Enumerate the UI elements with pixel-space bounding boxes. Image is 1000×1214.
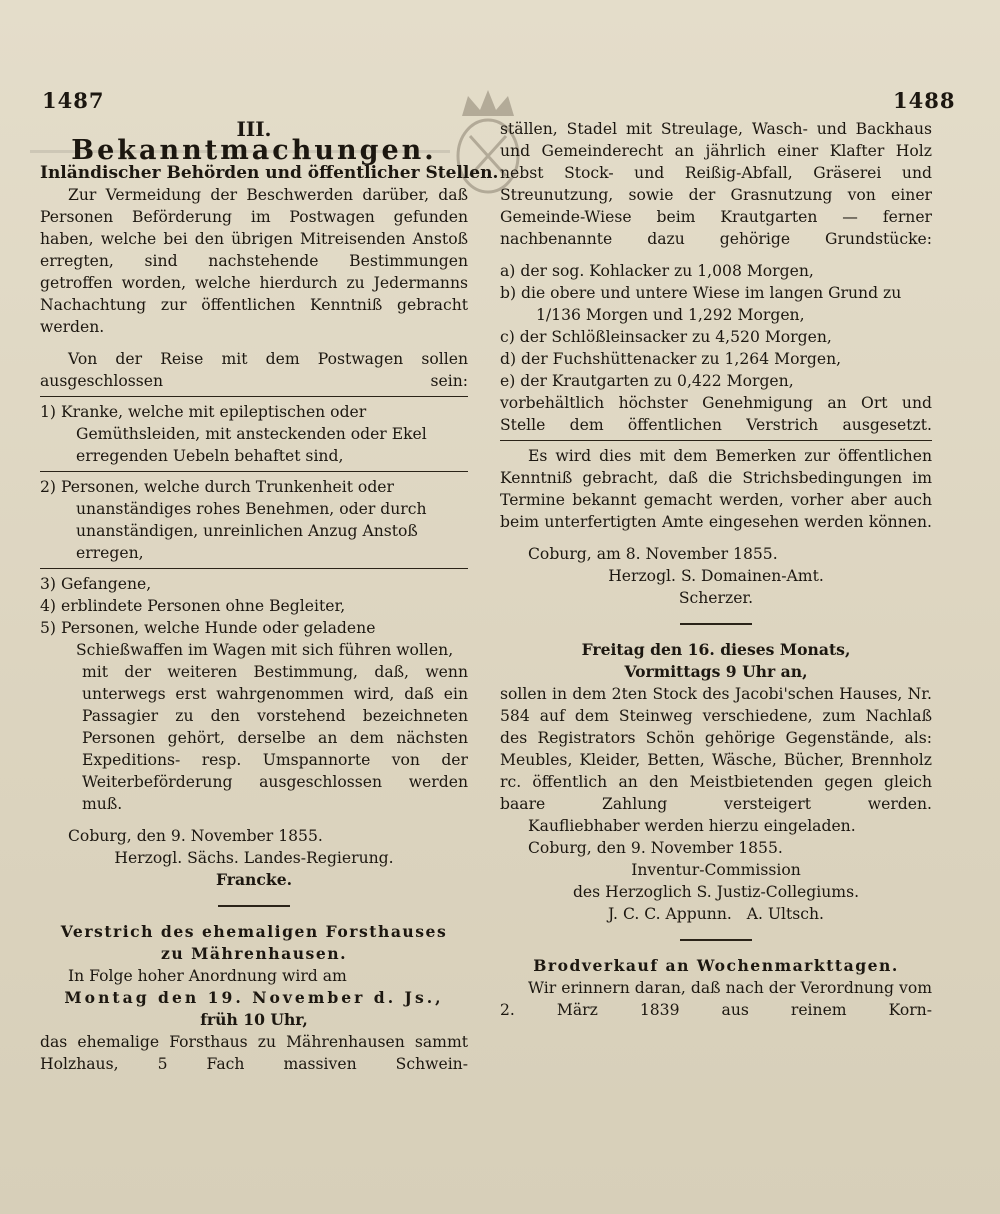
right-column: [500, 118, 932, 1021]
section-number: III.: [236, 117, 272, 141]
divider: [40, 396, 468, 397]
plot-item: b) die obere und untere Wiese im langen Grund zu 1/136 Morgen und 1,292 Morgen,: [500, 284, 902, 324]
notice-title-continued: zu Mährenhausen.: [160, 944, 348, 963]
auction-paragraph: sollen in dem 2ten Stock des Jacobi'schen Hauses, Nr. 584 auf dem Steinweg verschiedene, zum Nachlaß des Registrators Schön gehörige Gegenstände, als: Meubles, Kleider, Betten, Wäsche, Bücher, Brennholz rc. öffentlich an den Meistbietenden gegen gleich baare Zahlung versteigert werden.: [500, 685, 932, 813]
plot-item: a) der sog. Kohlacker zu 1,008 Morgen,: [500, 262, 814, 280]
auction-date-line: Freitag den 16. dieses Monats,: [581, 640, 851, 659]
continued-paragraph: ställen, Stadel mit Streulage, Wasch- und Backhaus und Gemeinderecht an jährlich einer Klafter Holz nebst Stock- und Reißig-Abfall, Gräserei und Streunutzung, sowie der Grasnutzung von einer Gemeinde-Wiese beim Krautgarten — ferner nachbenannte dazu gehörige Grundstücke:: [500, 120, 932, 248]
notice-title: Verstrich des ehemaligen Forsthauses: [60, 922, 448, 941]
plot-item: c) der Schlößleinsacker zu 4,520 Morgen,: [500, 328, 832, 346]
sale-time-line: früh 10 Uhr,: [200, 1010, 308, 1029]
commission-name: Inventur-Commission: [631, 861, 801, 879]
signature-name: Francke.: [215, 870, 293, 889]
plot-item: d) der Fuchshüttenacker zu 1,264 Morgen,: [500, 350, 842, 368]
place-date: Coburg, den 9. November 1855.: [68, 827, 323, 845]
separator-dash: [680, 623, 752, 625]
separator-dash: [218, 905, 290, 907]
place-date: Coburg, den 9. November 1855.: [528, 839, 783, 857]
further-provision: mit der weiteren Bestimmung, daß, wenn unterwegs erst wahrgenommen wird, daß ein Passagier zu den vorstehend bezeichneten Personen gehört, derselbe an dem nächsten Expeditions- resp. Umspannorte von der Weiterbeförderung ausgeschlossen werden muß.: [82, 663, 468, 813]
page-number-left: 1487: [42, 88, 105, 113]
sale-paragraph: das ehemalige Forsthaus zu Mährenhausen sammt Holzhaus, 5 Fach massiven Schwein-: [40, 1033, 468, 1073]
divider: [40, 568, 468, 569]
notice-paragraph: Es wird dies mit dem Bemerken zur öffentlichen Kenntniß gebracht, daß die Strichsbedingungen im Termine bekannt gemacht werden, vorher aber auch beim unterfertigten Amte eingesehen werden können.: [500, 447, 932, 531]
list-item: 1) Kranke, welche mit epileptischen oder Gemüthsleiden, mit ansteckenden oder Ekel erregenden Uebeln behaftet sind,: [40, 403, 427, 465]
list-item: 3) Gefangene,: [40, 575, 152, 593]
signature-names: J. C. C. Appunn. A. Ultsch.: [607, 905, 825, 923]
place-date: Coburg, am 8. November 1855.: [528, 545, 778, 563]
divider: [40, 471, 468, 472]
list-item: 5) Personen, welche Hunde oder geladene Schießwaffen im Wagen mit sich führen wollen,: [40, 619, 454, 659]
list-item: 4) erblindete Personen ohne Begleiter,: [40, 597, 346, 615]
subsection-heading: Inländischer Behörden und öffentlicher Stellen.: [40, 163, 499, 183]
invitation-line: Kaufliebhaber werden hierzu eingeladen.: [528, 817, 856, 835]
divider: [500, 440, 932, 441]
left-column: [40, 117, 499, 1075]
bread-notice-title: Brodverkauf an Wochenmarkttagen.: [533, 956, 899, 975]
issuing-authority: Herzogl. Sächs. Landes-Regierung.: [114, 849, 394, 867]
signature-name: Scherzer.: [678, 589, 754, 607]
plot-item: e) der Krautgarten zu 0,422 Morgen,: [500, 372, 794, 390]
auction-time-line: Vormittags 9 Uhr an,: [624, 662, 808, 681]
section-title: Bekanntmachungen.: [71, 135, 437, 166]
order-line: In Folge hoher Anordnung wird am: [68, 967, 347, 985]
sale-date-line: Montag den 19. November d. Js.,: [64, 988, 444, 1007]
bread-notice-paragraph: Wir erinnern daran, daß nach der Verordnung vom 2. März 1839 aus reinem Korn-: [500, 979, 932, 1019]
excluded-paragraph: Von der Reise mit dem Postwagen sollen ausgeschlossen sein:: [40, 350, 468, 390]
issuing-authority: Herzogl. S. Domainen-Amt.: [608, 567, 824, 585]
separator-dash: [680, 939, 752, 941]
page-number-right: 1488: [893, 88, 956, 113]
intro-paragraph: Zur Vermeidung der Beschwerden darüber, daß Personen Beförderung im Postwagen gefunden haben, welche bei den übrigen Mitreisenden Anstoß erregten, sind nachstehende Bestimmungen getroffen worden, welche hierdurch zu Jedermanns Nachachtung zur öffentlichen Kenntniß gebracht werden.: [40, 186, 468, 336]
reservation-paragraph: vorbehältlich höchster Genehmigung an Ort und Stelle dem öffentlichen Verstrich ausgesetzt.: [500, 394, 932, 434]
list-item: 2) Personen, welche durch Trunkenheit oder unanständiges rohes Benehmen, oder durch unanständigen, unreinlichen Anzug Anstoß erregen,: [40, 478, 427, 562]
commission-name-continued: des Herzoglich S. Justiz-Collegiums.: [572, 883, 860, 901]
